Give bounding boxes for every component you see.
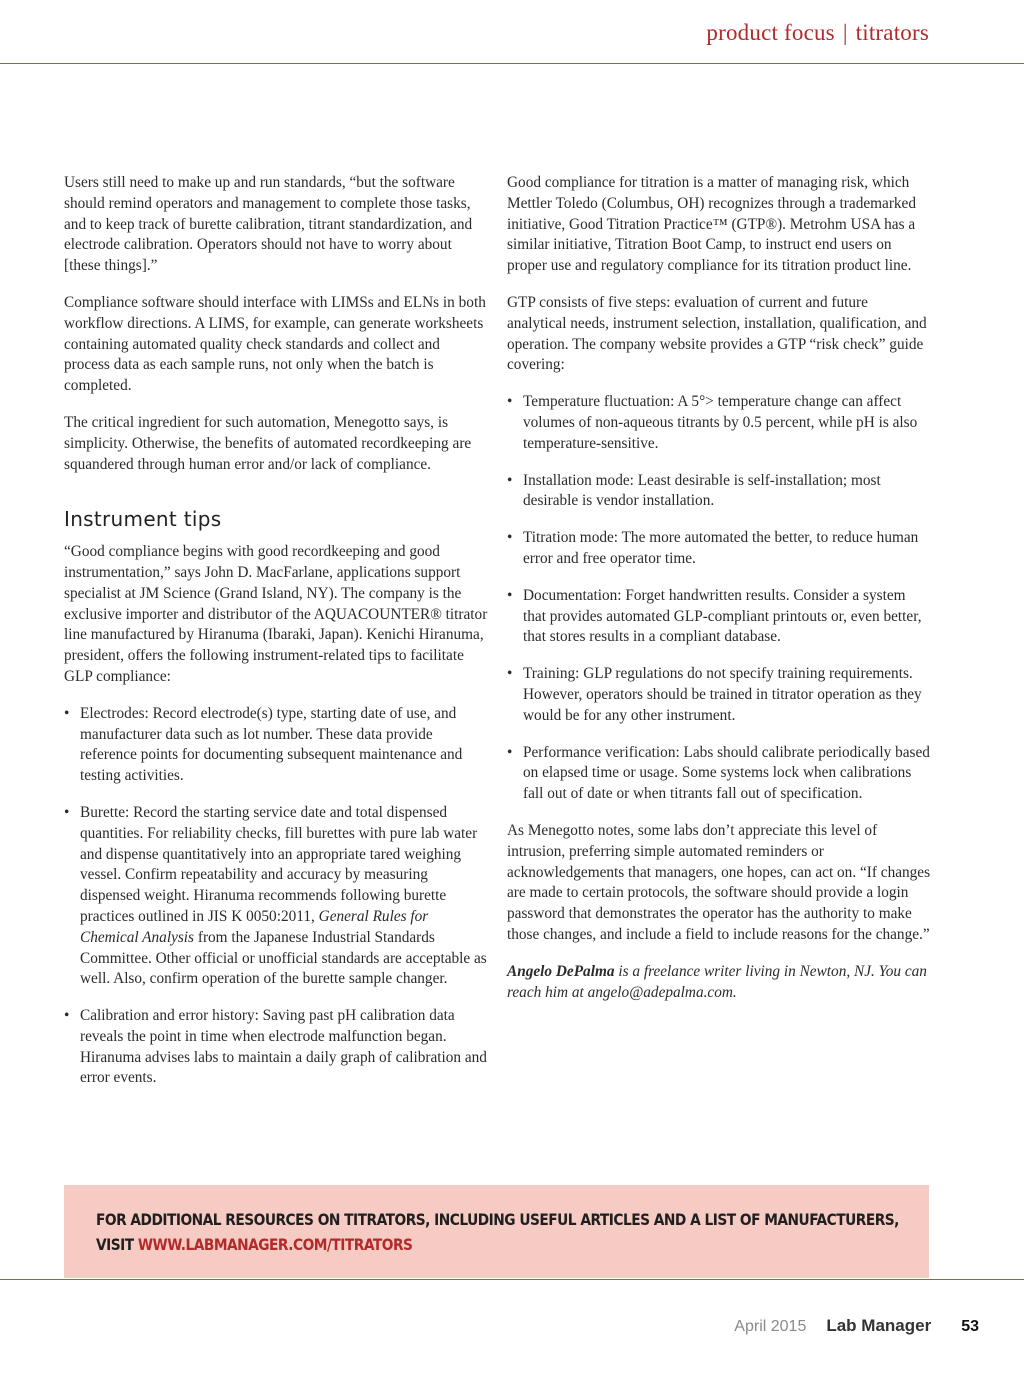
- italic-title: General Rules for Chemical Analysis: [80, 907, 429, 946]
- author-bio: is a freelance writer living in Newton, NJ. You can reach him at angelo@adepalma.com.: [507, 962, 927, 1001]
- list-item: • Titration mode: The more automated the better, to reduce human error and free operator time.: [507, 528, 931, 570]
- magazine-name: Lab Manager: [826, 1316, 932, 1335]
- list-item: • Performance verification: Labs should calibrate periodically based on elapsed time or usage. Some systems lock when calibrations fall out of date or when titrants fall out of specification.: [507, 743, 931, 805]
- paragraph: Compliance software should interface with LIMSs and ELNs in both workflow directions. A LIMS, for example, can generate worksheets containing automated quality check standards and collect and process data as each sample runs, not only when the batch is completed.: [64, 293, 486, 395]
- resources-link[interactable]: WWW.LABMANAGER.COM/TITRATORS: [137, 1235, 413, 1254]
- callout-line-1: FOR ADDITIONAL RESOURCES ON TITRATORS, INCLUDING USEFUL ARTICLES AND A LIST OF MANUFACTURERS,: [96, 1210, 899, 1229]
- tips-list: [64, 704, 488, 1090]
- list-item: • Documentation: Forget handwritten results. Consider a system that provides automated GLP-compliant printouts or, even better, that stores results in a compliant database.: [507, 586, 931, 648]
- paragraph: Good compliance for titration is a matter of managing risk, which Mettler Toledo (Columbus, OH) recognizes through a trademarked initiative, Good Titration Practice™ (GTP®). Metrohm USA has a similar initiative, Titration Boot Camp, to instruct end users on proper use and regulatory compliance for its titration product line.: [507, 174, 916, 275]
- right-column: [507, 173, 931, 1019]
- list-item: • Training: GLP regulations do not specify training requirements. However, operators should be trained in titrator operation as they would be for any other instrument.: [507, 664, 931, 726]
- header-separator: |: [842, 20, 848, 45]
- list-item-text: from the Japanese Industrial Standards Committee. Other official or unofficial standards are acceptable as well. Also, confirm operation of the burette sample changer.: [80, 928, 487, 988]
- callout-prefix: VISIT: [96, 1235, 134, 1254]
- list-item: [64, 803, 488, 990]
- gtp-list: [507, 392, 931, 805]
- list-item: • Temperature fluctuation: A 5°> temperature change can affect volumes of non-aqueous titrants by 0.5 percent, while pH is also temperature-sensitive.: [507, 392, 931, 454]
- header-rule: [0, 63, 1024, 64]
- list-item: [64, 704, 488, 787]
- paragraph: The critical ingredient for such automation, Menegotto says, is simplicity. Otherwise, the benefits of automated recordkeeping are squandered through human error and/or lack of compliance.: [64, 413, 472, 473]
- section-heading: Instrument tips: [64, 507, 222, 532]
- author-name: Angelo DePalma: [507, 962, 615, 980]
- list-item-text: Electrodes: Record electrode(s) type, starting date of use, and manufacturer data such as lot number. These data provide reference points for documenting subsequent maintenance and testing activities.: [80, 704, 463, 785]
- list-item-text: Burette: Record the starting service date and total dispensed quantities. For reliability checks, fill burettes with pure lab water and dispense quantitatively into an appropriate tared weighing vessel. Confirm repeatability and accuracy by measuring dispensed weight. Hiranuma recommends following burette practices outlined in JIS K 0050:2011,: [80, 803, 478, 925]
- list-item: [64, 1006, 488, 1089]
- section-header: [706, 20, 929, 46]
- left-column: [64, 173, 488, 1105]
- page-number: 53: [961, 1318, 979, 1335]
- list-item-text: Calibration and error history: Saving past pH calibration data reveals the point in time when electrode malfunction began. Hiranuma advises labs to maintain a daily graph of calibration and error events.: [80, 1007, 487, 1087]
- paragraph: As Menegotto notes, some labs don’t appreciate this level of intrusion, preferring simple automated reminders or acknowledgements that managers, one hopes, can act on. “If changes are made to certain protocols, the software should provide a login password that demonstrates the operator has the authority to make those changes, and include a field to include reasons for the change.”: [507, 821, 931, 943]
- paragraph: Users still need to make up and run standards, “but the software should remind operators and management to complete those tasks, and to keep track of burette calibration, titrant standardization, and electrode calibration. Operators should not have to worry about [these things].”: [64, 174, 473, 275]
- footer-rule: [0, 1279, 1024, 1280]
- callout-line-2: [96, 1235, 412, 1254]
- author-byline: [507, 962, 931, 1004]
- paragraph: “Good compliance begins with good recordkeeping and good instrumentation,” says John D. MacFarlane, applications support specialist at JM Science (Grand Island, NY). The company is the exclusive importer and distributor of the AQUACOUNTER® titrator line manufactured by Hiranuma (Ibaraki, Japan). Kenichi Hiranuma, president, offers the following instrument-related tips to facilitate GLP compliance:: [64, 543, 488, 685]
- section-label: product focus: [706, 20, 835, 45]
- resources-callout: [64, 1185, 929, 1278]
- topic-label: titrators: [855, 20, 929, 45]
- paragraph: GTP consists of five steps: evaluation of current and future analytical needs, instrument selection, installation, qualification, and operation. The company website provides a GTP “risk check” guide covering:: [507, 293, 927, 374]
- list-item: • Installation mode: Least desirable is self-installation; most desirable is vendor installation.: [507, 471, 931, 513]
- issue-date: April 2015: [734, 1318, 807, 1335]
- page-footer: [734, 1316, 979, 1336]
